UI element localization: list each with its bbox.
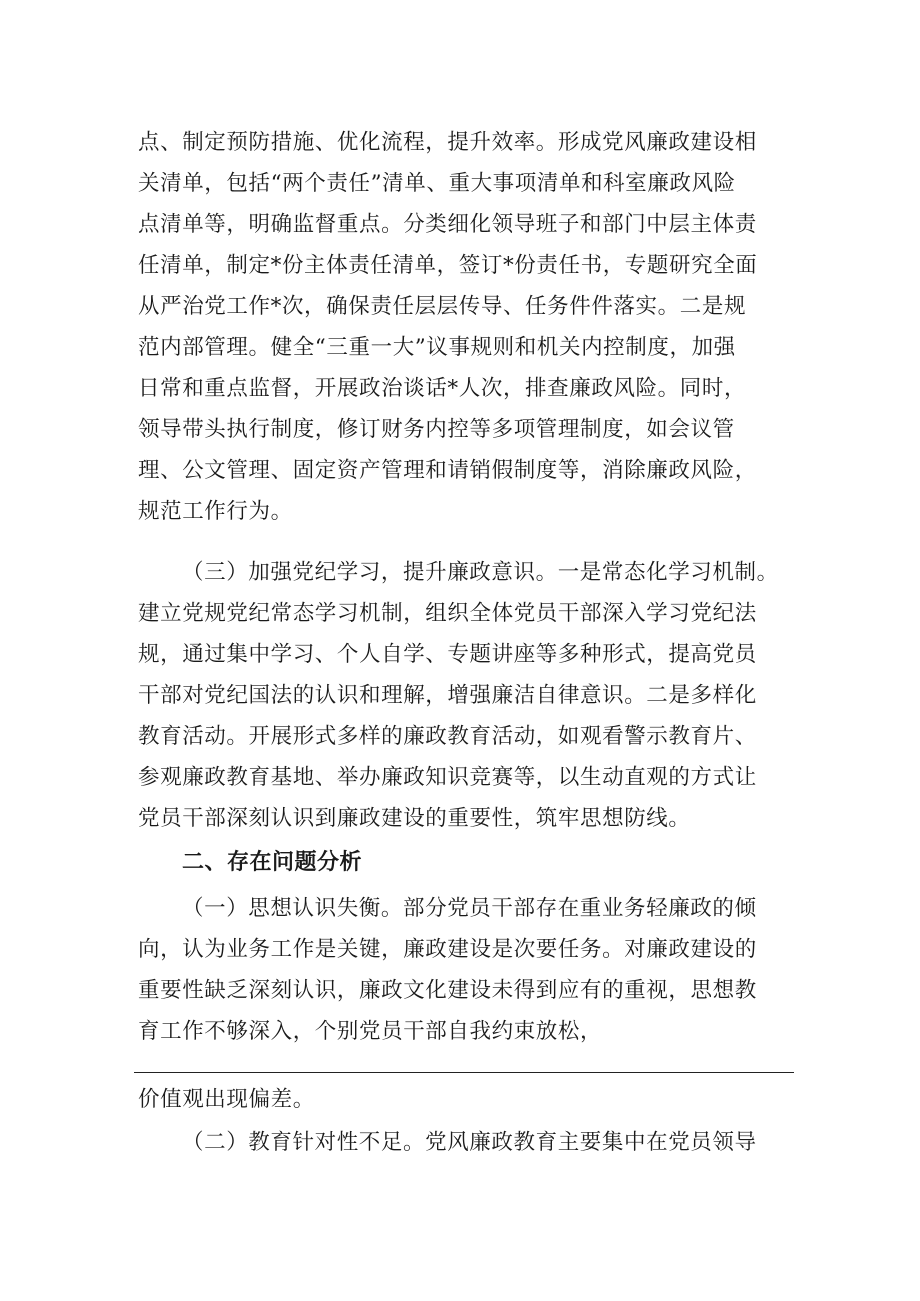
text-line: 育工作不够深入，个别党员干部自我约束放松， — [138, 1019, 603, 1044]
text-line: 领导带头执行制度，修订财务内控等多项管理制度，如会议管 — [138, 417, 735, 442]
text-line: 范内部管理。健全“三重一大”议事规则和机关内控制度，加强 — [138, 335, 736, 360]
paragraph-first-line: （三）加强党纪学习，提升廉政意识。一是常态化学习机制。 — [182, 560, 779, 585]
text-line: 向，认为业务工作是关键，廉政建设是次要任务。对廉政建设的 — [138, 937, 757, 962]
text-line: 关清单，包括“两个责任”清单、重大事项清单和科室廉政风险 — [138, 171, 736, 196]
text-line: 理、公文管理、固定资产管理和请销假制度等，消除廉政风险， — [138, 458, 757, 483]
text-line: 点、制定预防措施、优化流程，提升效率。形成党风廉政建设相 — [138, 130, 757, 155]
text-line: 重要性缺乏深刻认识，廉政文化建设未得到应有的重视，思想教 — [138, 978, 757, 1003]
paragraph-first-line: （二）教育针对性不足。党风廉政教育主要集中在党员领导 — [182, 1130, 757, 1155]
text-line: 干部对党纪国法的认识和理解，增强廉洁自律意识。二是多样化 — [138, 683, 757, 708]
text-line: 规，通过集中学习、个人自学、专题讲座等多种形式，提高党员 — [138, 642, 757, 667]
text-line: 任清单，制定*份主体责任清单，签订*份责任书，专题研究全面 — [138, 253, 758, 278]
text-line: 建立党规党纪常态学习机制，组织全体党员干部深入学习党纪法 — [138, 601, 757, 626]
text-line: 点清单等，明确监督重点。分类细化领导班子和部门中层主体责 — [138, 212, 757, 237]
text-line: 价值观出现偏差。 — [138, 1087, 315, 1112]
text-line: 教育活动。开展形式多样的廉政教育活动，如观看警示教育片、 — [138, 724, 757, 749]
paragraph-first-line: （一）思想认识失衡。部分党员干部存在重业务轻廉政的倾 — [182, 896, 757, 921]
text-line: 从严治党工作*次，确保责任层层传导、任务件件落实。二是规 — [138, 294, 747, 319]
horizontal-rule — [134, 1072, 794, 1073]
text-line: 日常和重点监督，开展政治谈话*人次，排查廉政风险。同时， — [138, 376, 747, 401]
text-line: 参观廉政教育基地、举办廉政知识竞赛等，以生动直观的方式让 — [138, 765, 757, 790]
text-line: 党员干部深刻认识到廉政建设的重要性，筑牢思想防线。 — [138, 806, 691, 831]
text-line: 规范工作行为。 — [138, 499, 293, 524]
section-heading: 二、存在问题分析 — [182, 850, 363, 875]
